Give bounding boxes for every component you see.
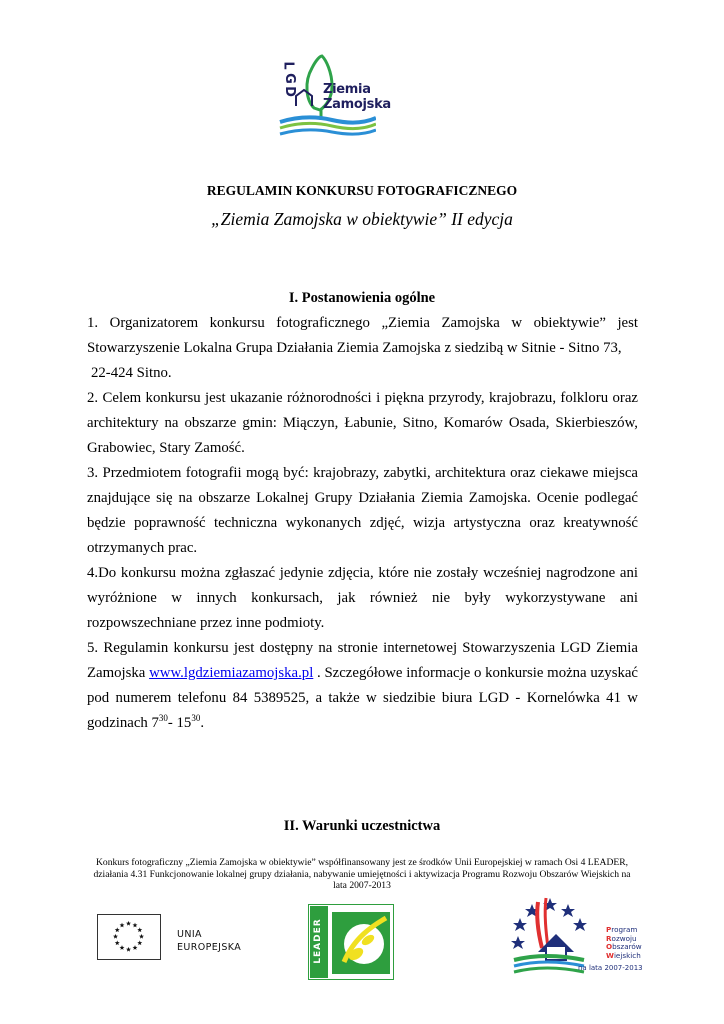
paragraph-3: 3. Przedmiotem fotografii mogą być: krajobrazy, zabytki, architektura oraz ciekawe miejsca znajdujące się na obszarze Lokalnej Grupy Działania Ziemia Zamojska. Ocenie podlegać będzie poprawność techniczna wykonanych zdjęć, wizja artystyczna oraz kreatywność otrzymanych prac. [87, 465, 638, 556]
hours-end-sup: 30 [191, 713, 201, 724]
paragraph-2: 2. Celem konkursu jest ukazanie różnorodności i piękna przyrody, krajobrazu, folkloru oraz architektury na obszarze gmin: Miączyn, Łabunie, Sitno, Komarów Osada, Skierbieszów, Grabowiec, Stary Zamość. [87, 390, 638, 456]
eu-star-icon [137, 927, 142, 932]
eu-star-icon [120, 945, 125, 950]
prow-iejskich: iejskich [613, 950, 641, 960]
section-2-heading: II. Warunki uczestnictwa [283, 818, 441, 834]
eu-label-line1: UNIA [177, 929, 202, 940]
eu-star-icon [120, 923, 125, 928]
paragraph-5-dash: - 15 [167, 715, 192, 731]
paragraph-1b: 22-424 Sitno. [91, 365, 172, 381]
hours-start-sup: 30 [158, 713, 168, 724]
prow-bszarow: bszarów [612, 942, 642, 952]
prow-o: O [606, 942, 613, 952]
paragraph-5 [87, 636, 638, 736]
eu-flag-icon [97, 914, 161, 960]
prow-rogram: rogram [611, 925, 638, 934]
paragraph-5-middle: . Szczegółowe informacje o konkursie można uzyskać pod numerem telefonu 84 5389525, a także w siedzibie biura LGD - Kornelówka 41 w godzinach 7 [87, 665, 638, 731]
paragraph-4: 4.Do konkursu można zgłaszać jedynie zdjęcia, które nie zostały wcześniej nagrodzone ani wyróżnione w innych konkursach, jak również nie były wykorzystywane ani rozpowszechniane przez inne podmioty. [87, 565, 638, 631]
eu-stars-icon [98, 915, 159, 958]
eu-star-icon [137, 940, 142, 945]
eu-star-icon [133, 923, 138, 928]
lgd-letter-l: L [280, 61, 296, 70]
funding-note: Konkurs fotograficzny „Ziemia Zamojska w obiektywie” współfinansowany jest ze środków Unii Europejskiej w ramach Osi 4 LEADER, działania 4.31 Funkcjonowanie lokalnej grupy działania, nabywanie umiejętności i aktywizacja Programu Rozwoju Obszarów Wiejskich na lata 2007-2013 [93, 857, 631, 891]
eu-star-icon [126, 921, 131, 926]
logo-line-ziemia: Ziemia [323, 82, 371, 97]
paragraph-5-start: 5. Regulamin konkursu jest dostępny na stronie internetowej Stowarzyszenia LGD Ziemia Zamojska [87, 640, 638, 681]
document-subtitle: „Ziemia Zamojska w obiektywie” II edycja [211, 209, 513, 229]
eu-star-icon [139, 934, 144, 939]
paragraph-1a: 1. Organizatorem konkursu fotograficznego „Ziemia Zamojska w obiektywie” jest Stowarzyszenie Lokalna Grupa Działania Ziemia Zamojska z siedzibą w Sitnie - Sitno 73, [87, 315, 638, 356]
prow-r: R [606, 933, 612, 943]
prow-ozwoju: ozwoju [611, 933, 637, 943]
eu-star-icon [133, 945, 138, 950]
eu-star-icon [115, 927, 120, 932]
section-1-body [87, 311, 638, 736]
prow-years: na lata 2007-2013 [578, 964, 643, 972]
document-title: REGULAMIN KONKURSU FOTOGRAFICZNEGO [206, 183, 518, 198]
leader-logo [308, 904, 394, 980]
prow-p: P [606, 925, 612, 934]
prow-wordmark [606, 926, 642, 960]
eu-star-icon [126, 947, 131, 952]
paragraph-5-end: . [200, 715, 205, 731]
prow-w: W [606, 950, 614, 960]
leader-label: LEADER [313, 918, 323, 964]
eu-star-icon [113, 934, 118, 939]
logo-line-zamojska: Zamojska [323, 97, 391, 112]
lgd-letter-g: G [281, 73, 297, 84]
website-link[interactable]: www.lgdziemiazamojska.pl [149, 665, 314, 681]
prow-logo [506, 896, 646, 980]
eu-label-line2: EUROPEJSKA [177, 942, 242, 953]
lgd-letter-d: D [281, 86, 297, 97]
eu-star-icon [115, 940, 120, 945]
eu-logo [97, 914, 257, 964]
section-1-heading: I. Postanowienia ogólne [288, 290, 436, 306]
